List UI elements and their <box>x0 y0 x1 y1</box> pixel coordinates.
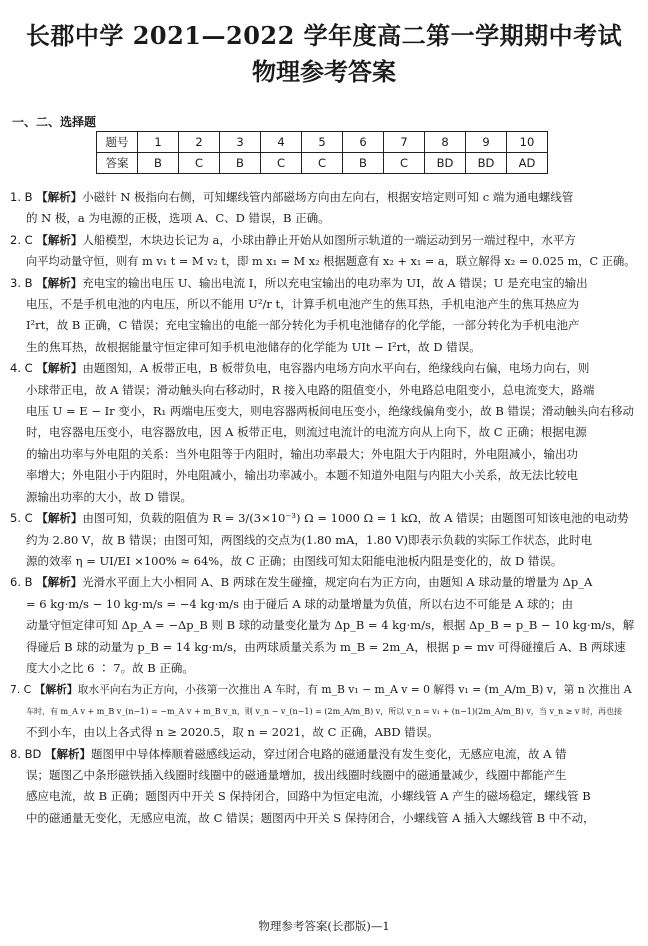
explanation-item <box>10 230 638 251</box>
explanation-item <box>10 572 638 593</box>
explanation-text: 的输出功率与外电阻的关系：当外电阻等于内阻时，输出功率最大；外电阻大于内阻时，外电阻减小，输出功 <box>26 446 578 461</box>
answer-cell: BD <box>466 153 507 174</box>
explanation-text: 源的效率 η = UI/EI ×100% ≈ 64%，故 C 正确；由图线可知太阳能电池板内阻是变化的，故 D 错误。 <box>26 553 563 568</box>
document-subtitle: 物理参考答案 <box>252 58 396 86</box>
explanation-text: 误；题图乙中条形磁铁插入线圈时线圈中的磁通量增加，拔出线圈时线圈中的磁通量减少，线圈中都能产生 <box>26 767 567 782</box>
explanation-text: 小球带正电，故 A 错误；滑动触头向右移动时，R 接入电路的阻值变小，外电路总电阻变小，总电流变大，路端 <box>26 382 595 397</box>
answer-cell: B <box>343 153 384 174</box>
explanation-text: 时，电容器电压变小，电容器放电，因 A 板带正电，则流过电流计的电流方向从上向下，故 C 正确；根据电源 <box>26 425 587 440</box>
answer-table <box>96 131 548 174</box>
explanation-text: 动量守恒定律可知 Δp_A = −Δp_B 则 B 球的动量变化量为 Δp_B = 4 kg·m/s，根据 Δp_B = p_B − 10 kg·m/s，解 <box>26 618 635 633</box>
answer-cell: B <box>220 153 261 174</box>
item-number: 5. C <box>10 511 37 526</box>
document-title: 长郡中学 2021—2022 学年度高二第一学期期中考试 <box>25 21 623 50</box>
analysis-label: 【解析】 <box>36 575 83 590</box>
explanation-item <box>10 187 638 208</box>
item-number: 3. B <box>10 275 37 290</box>
analysis-label: 【解析】 <box>36 190 83 204</box>
analysis-label: 【解析】 <box>34 683 78 697</box>
question-number: 3 <box>220 132 261 153</box>
explanation-text: 不到小车，由以上各式得 n ≥ 2020.5，取 n = 2021，故 C 正确，ABD 错误。 <box>26 725 439 740</box>
explanation-text: 生的焦耳热，故根据能量守恒定律可知手机电池储存的化学能为 UIt − I²rt，故 D 错误。 <box>26 339 481 354</box>
explanation-text: 度大小之比 6 ∶ 7。故 B 正确。 <box>26 660 194 675</box>
analysis-label: 【解析】 <box>36 275 83 290</box>
explanation-text: = 6 kg·m/s − 10 kg·m/s = −4 kg·m/s 由于碰后 A 球的动量增量为负值，所以右边不可能是 A 球的；由 <box>26 596 573 611</box>
row-label-number: 题号 <box>97 132 138 153</box>
explanation-text: 取水平向右为正方向，小孩第一次推出 A 车时，有 m_B v₁ − m_A v = 0 解得 v₁ = (m_A/m_B) v，第 n 次推出 A <box>77 683 632 697</box>
explanation-text: 小磁针 N 极指向右侧，可知螺线管内部磁场方向由左向右，根据安培定则可知 c 端为通电螺线管 <box>82 190 574 204</box>
answer-cell: C <box>261 153 302 174</box>
answer-table-answer-row <box>97 153 548 174</box>
explanations <box>10 187 638 829</box>
section-heading: 一、二、选择题 <box>12 115 97 129</box>
question-number: 6 <box>343 132 384 153</box>
explanation-item <box>10 358 638 379</box>
question-number: 7 <box>384 132 425 153</box>
explanation-text: 得碰后 B 球的动量为 p_B = 14 kg·m/s，由两球质量关系为 m_B = 2m_A，根据 p = mv 可得碰撞后 A、B 两球速 <box>26 639 626 654</box>
item-number: 4. C <box>10 361 37 376</box>
question-number: 8 <box>425 132 466 153</box>
explanation-item <box>10 744 638 765</box>
question-number: 1 <box>138 132 179 153</box>
explanation-text: 感应电流，故 B 正确；题图丙中开关 S 保持闭合，回路中为恒定电流，小螺线管 A 产生的磁场稳定，螺线管 B <box>26 789 591 804</box>
question-number: 10 <box>507 132 548 153</box>
explanation-text: 人船模型，木块边长记为 a，小球由静止开始从如图所示轨道的一端运动到另一端过程中，水平方 <box>82 232 576 247</box>
explanation-text: 的 N 极，a 为电源的正极，选项 A、C、D 错误，B 正确。 <box>26 211 330 226</box>
explanation-text: 向平均动量守恒，则有 m v₁ t = M v₂ t，即 m x₁ = M x₂ 根据题意有 x₂ + x₁ = a，联立解得 x₂ = 0.025 m，C 正确。 <box>26 255 636 269</box>
question-number: 9 <box>466 132 507 153</box>
question-number: 5 <box>302 132 343 153</box>
analysis-label: 【解析】 <box>36 361 83 376</box>
item-number: 6. B <box>10 575 37 590</box>
question-number: 2 <box>179 132 220 153</box>
explanation-text: 由图可知，负载的阻值为 R = 3/(3×10⁻³) Ω = 1000 Ω = 1 kΩ，故 A 错误；由题图可知该电池的电动势 <box>82 511 629 526</box>
answer-cell: C <box>384 153 425 174</box>
explanation-text: 率增大；外电阻小于内阻时，外电阻减小，输出功率减小。本题不知道外电阻与内阻大小关系，故无法比较电 <box>26 468 578 483</box>
explanation-text: 车时，有 m_A v + m_B v_(n−1) = −m_A v + m_B v_n，则 v_n − v_(n−1) = (2m_A/m_B) v，所以 v_n = v₁ + (n−1)(2m_A/m_B) v，当 v_n ≥ v 时，再也接 <box>26 706 622 716</box>
explanation-item <box>10 508 638 529</box>
question-number: 4 <box>261 132 302 153</box>
explanation-text: 中的磁通量无变化，无感应电流，故 C 错误；题图丙中开关 S 保持闭合，小螺线管 A 插入大螺线管 B 中不动， <box>26 810 595 825</box>
analysis-label: 【解析】 <box>36 511 83 526</box>
answer-cell: C <box>302 153 343 174</box>
answer-cell: B <box>138 153 179 174</box>
explanation-text: 约为 2.80 V，故 B 错误；由图可知，两图线的交点为(1.80 mA，1.80 V)即表示负载的实际工作状态，此时电 <box>26 532 592 547</box>
answer-cell: BD <box>425 153 466 174</box>
item-number: 1. B <box>10 190 37 204</box>
explanation-item <box>10 273 638 294</box>
explanation-text: 光滑水平面上大小相同 A、B 两球在发生碰撞，规定向右为正方向，由题知 A 球动量的增量为 Δp_A <box>82 575 593 590</box>
answer-cell: AD <box>507 153 548 174</box>
analysis-label: 【解析】 <box>45 746 92 761</box>
explanation-item <box>10 679 638 700</box>
explanation-text: 充电宝的输出电压 U、输出电流 I，所以充电宝输出的电功率为 UI，故 A 错误；U 是充电宝的输出 <box>82 275 588 290</box>
explanation-text: I²rt，故 B 正确，C 错误；充电宝输出的电能一部分转化为手机电池储存的化学能，一部分转化为手机电池产 <box>26 318 580 333</box>
item-number: 7. C <box>10 683 35 697</box>
row-label-answer: 答案 <box>97 153 138 174</box>
explanation-text: 题图甲中导体棒顺着磁感线运动，穿过闭合电路的磁通量没有发生变化，无感应电流，故 A 错 <box>91 746 567 761</box>
analysis-label: 【解析】 <box>36 232 83 247</box>
explanation-text: 电压，不是手机电池的内电压，所以不能用 U²/r t，计算手机电池产生的焦耳热，手机电池产生的焦耳热应为 <box>26 297 580 312</box>
item-number: 2. C <box>10 232 37 247</box>
explanation-text: 电压 U = E − Ir 变小，R₁ 两端电压变大，则电容器两板间电压变小，绝缘线偏角变小，故 B 错误；滑动触头向右移动 <box>26 404 635 419</box>
explanation-text: 源输出功率的大小，故 D 错误。 <box>26 489 193 504</box>
explanation-text: 由题图知，A 板带正电，B 板带负电，电容器内电场方向水平向右，绝缘线向右偏，电场力向右，则 <box>82 361 590 376</box>
item-number: 8. BD <box>10 746 46 761</box>
answer-table-number-row <box>97 132 548 153</box>
page-footer: 物理参考答案(长郡版)—1 <box>258 919 390 933</box>
answer-cell: C <box>179 153 220 174</box>
